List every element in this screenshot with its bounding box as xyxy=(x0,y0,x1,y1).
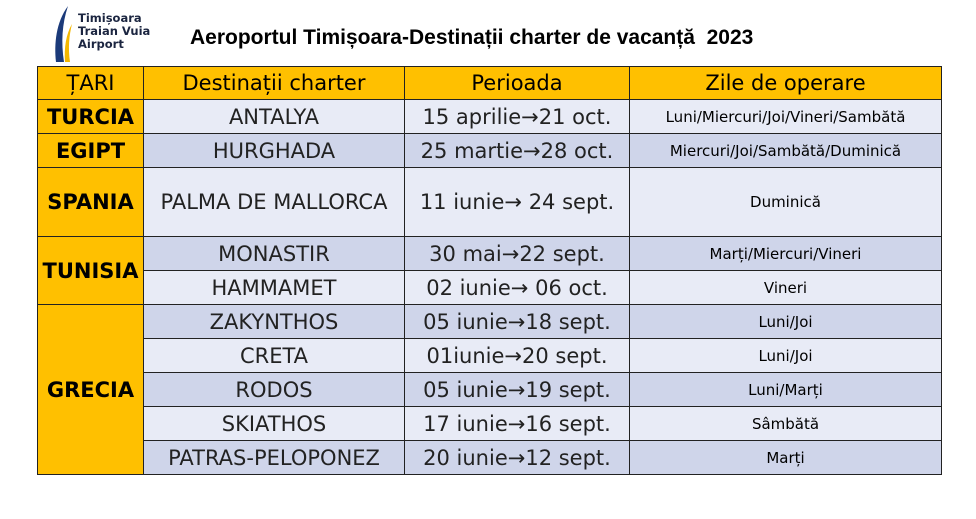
days-cell: Luni/Marți xyxy=(630,373,942,407)
destination-cell: ZAKYNTHOS xyxy=(144,305,405,339)
days-cell: Marți xyxy=(630,441,942,475)
charter-table xyxy=(37,66,942,475)
table-row xyxy=(38,237,942,271)
airport-logo xyxy=(52,4,172,62)
days-cell: Luni/Miercuri/Joi/Vineri/Sambătă xyxy=(630,100,942,134)
logo-mark-icon xyxy=(52,4,76,64)
header-period: Perioada xyxy=(405,67,630,100)
logo-text xyxy=(78,12,150,51)
days-cell: Miercuri/Joi/Sambătă/Duminică xyxy=(630,134,942,168)
days-cell: Vineri xyxy=(630,271,942,305)
destination-cell: SKIATHOS xyxy=(144,407,405,441)
days-cell: Marți/Miercuri/Vineri xyxy=(630,237,942,271)
table-row xyxy=(38,441,942,475)
destination-cell: MONASTIR xyxy=(144,237,405,271)
days-cell: Luni/Joi xyxy=(630,305,942,339)
logo-line-2: Traian Vuia xyxy=(78,24,151,38)
days-cell: Sâmbătă xyxy=(630,407,942,441)
days-cell: Duminică xyxy=(630,168,942,237)
destination-cell: PALMA DE MALLORCA xyxy=(144,168,405,237)
table-header-row xyxy=(38,67,942,100)
header-countries: ȚARI xyxy=(38,67,144,100)
destination-cell: CRETA xyxy=(144,339,405,373)
table-row xyxy=(38,100,942,134)
destination-cell: PATRAS-PELOPONEZ xyxy=(144,441,405,475)
table-row xyxy=(38,373,942,407)
table-row xyxy=(38,134,942,168)
table-row xyxy=(38,339,942,373)
destination-cell: RODOS xyxy=(144,373,405,407)
period-cell: 01iunie→20 sept. xyxy=(405,339,630,373)
period-cell: 20 iunie→12 sept. xyxy=(405,441,630,475)
period-cell: 02 iunie→ 06 oct. xyxy=(405,271,630,305)
country-cell: EGIPT xyxy=(38,134,144,168)
country-cell: SPANIA xyxy=(38,168,144,237)
period-cell: 11 iunie→ 24 sept. xyxy=(405,168,630,237)
header-destinations: Destinații charter xyxy=(144,67,405,100)
logo-line-3: Airport xyxy=(78,37,124,51)
destination-cell: HAMMAMET xyxy=(144,271,405,305)
period-cell: 05 iunie→19 sept. xyxy=(405,373,630,407)
country-cell: TURCIA xyxy=(38,100,144,134)
table-row xyxy=(38,168,942,237)
period-cell: 17 iunie→16 sept. xyxy=(405,407,630,441)
header-operating-days: Zile de operare xyxy=(630,67,942,100)
days-cell: Luni/Joi xyxy=(630,339,942,373)
table-row xyxy=(38,407,942,441)
period-cell: 05 iunie→18 sept. xyxy=(405,305,630,339)
period-cell: 30 mai→22 sept. xyxy=(405,237,630,271)
table-row xyxy=(38,271,942,305)
table-row xyxy=(38,305,942,339)
country-cell: TUNISIA xyxy=(38,237,144,305)
page-title: Aeroportul Timișoara-Destinații charter de vacanță 2023 xyxy=(190,26,754,49)
logo-line-1: Timișoara xyxy=(78,11,142,25)
country-cell: GRECIA xyxy=(38,305,144,475)
period-cell: 25 martie→28 oct. xyxy=(405,134,630,168)
period-cell: 15 aprilie→21 oct. xyxy=(405,100,630,134)
destination-cell: ANTALYA xyxy=(144,100,405,134)
destination-cell: HURGHADA xyxy=(144,134,405,168)
